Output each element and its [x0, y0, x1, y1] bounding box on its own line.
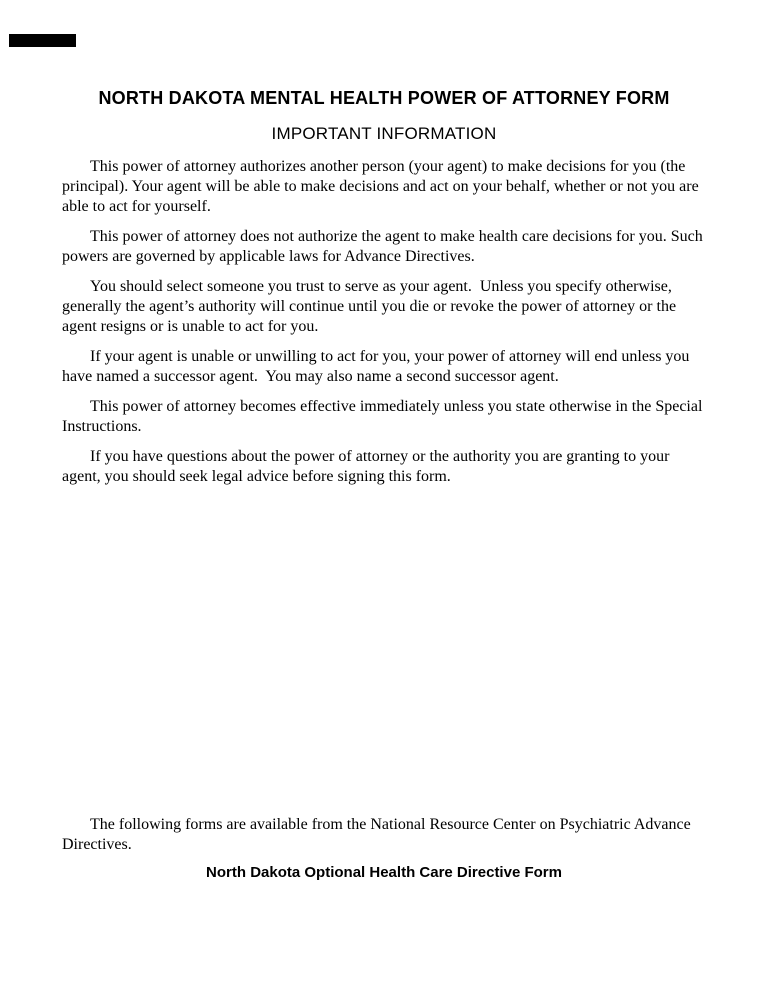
footer-note: The following forms are available from the National Resource Center on Psychiatric Advance Directives. [62, 816, 695, 853]
document-title: NORTH DAKOTA MENTAL HEALTH POWER OF ATTORNEY FORM [98, 88, 670, 108]
paragraph-legal-advice: If you have questions about the power of attorney or the authority you are granting to your agent, you should seek legal advice before signing this form. [62, 448, 674, 485]
paragraph-select-agent: You should select someone you trust to serve as your agent. Unless you specify otherwise, generally the agent’s authority will continue until you die or revoke the power of attorney or the agent resigns or is unable to act for you. [62, 278, 681, 335]
paragraph-authorizes-agent: This power of attorney authorizes another person (your agent) to make decisions for you (the principal). Your agent will be able to make decisions and act on your behalf, whether or not you are able to act for yourself. [62, 158, 703, 215]
form-title: North Dakota Optional Health Care Directive Form [206, 864, 562, 881]
paragraph-successor-agent: If your agent is unable or unwilling to act for you, your power of attorney will end unless you have named a successor agent. You may also name a second successor agent. [62, 348, 694, 385]
paragraph-not-health-care: This power of attorney does not authorize the agent to make health care decisions for you. Such powers are governed by applicable laws for Advance Directives. [62, 228, 707, 265]
document-subtitle: IMPORTANT INFORMATION [271, 124, 497, 143]
paragraph-effective-immediately: This power of attorney becomes effective immediately unless you state otherwise in the Special Instructions. [62, 398, 707, 435]
black-mark [9, 34, 76, 47]
